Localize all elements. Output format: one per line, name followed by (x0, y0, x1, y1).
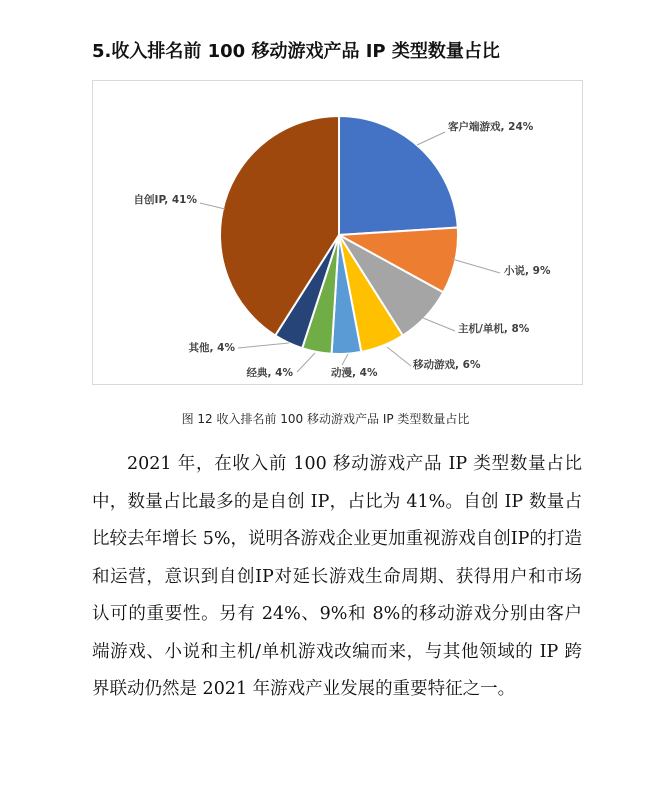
slice-label: 动漫, 4% (331, 367, 378, 379)
leader-line (238, 343, 289, 348)
slice-label: 自创IP, 41% (133, 194, 197, 206)
slice-label: 小说, 9% (504, 265, 551, 277)
figure-caption: 图 12 收入排名前 100 移动游戏产品 IP 类型数量占比 (181, 412, 470, 426)
leader-line (423, 318, 455, 331)
leader-line (387, 347, 411, 366)
slice-label: 移动游戏, 6% (413, 359, 481, 371)
pie-chart (92, 80, 583, 385)
body-paragraph (92, 446, 582, 709)
slice-label: 经典, 4% (246, 367, 293, 379)
slice-label: 其他, 4% (188, 342, 235, 354)
leader-line (200, 203, 225, 209)
leader-line (297, 353, 315, 372)
slice-label: 客户端游戏, 24% (448, 121, 534, 133)
pie-chart-svg (93, 81, 584, 386)
leader-line (452, 259, 500, 273)
slice-label: 主机/单机, 8% (458, 323, 530, 335)
leader-line (342, 354, 348, 365)
section-title: 5.收入排名前 100 移动游戏产品 IP 类型数量占比 (92, 41, 500, 62)
paragraph-text: 2021 年，在收入前 100 移动游戏产品 IP 类型数量占比中，数量占比最多的是自创 IP，占比为 41%。自创 IP 数量占比较去年增长 5%，说明各游戏企业更加重视游戏自创IP的打造和运营，意识到自创IP对延长游戏生命周期、获得用户和市场认可的重要性。另有 24%、9%和 8%的移动游戏分别由客户端游戏、小说和主机/单机游戏改编而来，与其他领域的 IP 跨界联动仍然是 2021 年游戏产业发展的重要特征之一。 (92, 454, 582, 699)
leader-line (417, 132, 445, 145)
